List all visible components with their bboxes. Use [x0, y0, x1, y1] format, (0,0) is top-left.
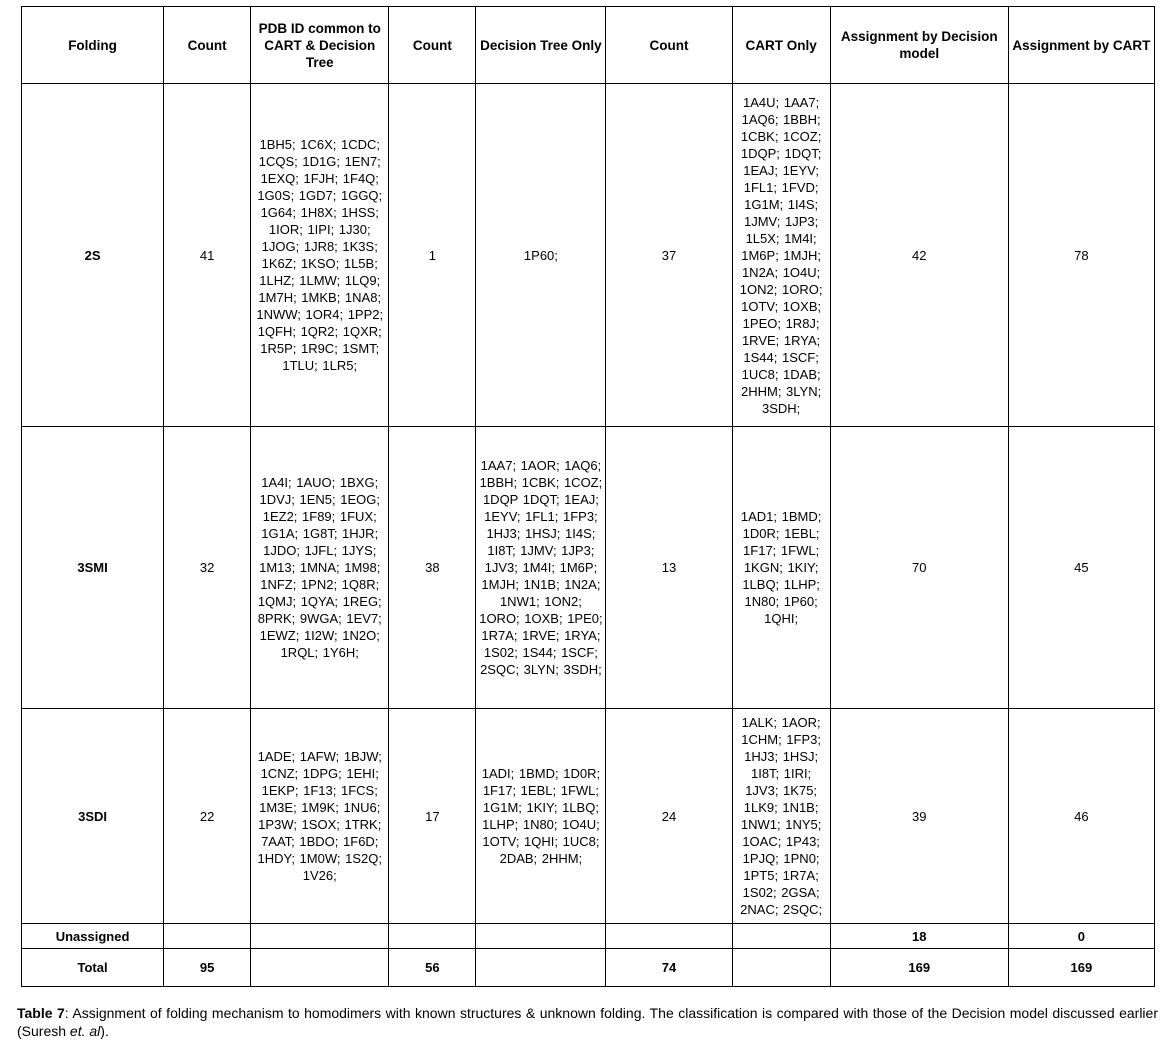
- empty-cell: [164, 924, 251, 949]
- cart-ids-cell: 1A4U; 1AA7; 1AQ6; 1BBH; 1CBK; 1COZ; 1DQP; 1DQT; 1EAJ; 1EYV; 1FL1; 1FVD; 1G1M; 1I4S; 1JMV; 1JP3; 1L5X; 1M4I; 1M6P; 1MJH; 1N2A; 1O4U; 1ON2; 1ORO; 1OTV; 1OXB; 1PEO; 1R8J; 1RVE; 1RYA; 1S44; 1SCF; 1UC8; 1DAB; 2HHM; 3LYN; 3SDH;: [732, 84, 830, 427]
- table-caption: [17, 1004, 1158, 1040]
- empty-cell: [732, 924, 830, 949]
- empty-cell: [251, 924, 389, 949]
- assign-cart-cell: 78: [1008, 84, 1154, 427]
- cart-ids-cell: 1AD1; 1BMD; 1D0R; 1EBL; 1F17; 1FWL; 1KGN; 1KIY; 1LBQ; 1LHP; 1N80; 1P60; 1QHI;: [732, 427, 830, 709]
- header-count-cart: Count: [606, 7, 732, 84]
- empty-cell: [389, 924, 476, 949]
- assignment-table: [21, 6, 1155, 987]
- total-label: Total: [22, 949, 164, 987]
- cart-ids-cell: 1ALK; 1AOR; 1CHM; 1FP3; 1HJ3; 1HSJ; 1I8T; 1IRI; 1JV3; 1K75; 1LK9; 1N1B; 1NW1; 1NY5; 1OAC; 1P43; 1PJQ; 1PN0; 1PT5; 1R7A; 1S02; 2GSA; 2NAC; 2SQC;: [732, 709, 830, 924]
- header-dt-only: Decision Tree Only: [476, 7, 606, 84]
- folding-cell: 2S: [22, 84, 164, 427]
- count-common-cell: 41: [164, 84, 251, 427]
- caption-end: ).: [100, 1023, 109, 1039]
- dt-ids-cell: 1P60;: [476, 84, 606, 427]
- empty-cell: [251, 949, 389, 987]
- common-ids-cell: 1A4I; 1AUO; 1BXG; 1DVJ; 1EN5; 1EOG; 1EZ2; 1F89; 1FUX; 1G1A; 1G8T; 1HJR; 1JDO; 1JFL; 1JYS; 1M13; 1MNA; 1M98; 1NFZ; 1PN2; 1Q8R; 1QMJ; 1QYA; 1REG; 8PRK; 9WGA; 1EV7; 1EWZ; 1I2W; 1N2O; 1RQL; 1Y6H;: [251, 427, 389, 709]
- header-assign-cart: Assignment by CART: [1008, 7, 1154, 84]
- header-folding: Folding: [22, 7, 164, 84]
- header-count-dt: Count: [389, 7, 476, 84]
- count-dt-cell: 38: [389, 427, 476, 709]
- caption-label: Table 7: [17, 1005, 65, 1021]
- empty-cell: [476, 949, 606, 987]
- dt-ids-cell: 1ADI; 1BMD; 1D0R; 1F17; 1EBL; 1FWL; 1G1M; 1KIY; 1LBQ; 1LHP; 1N80; 1O4U; 1OTV; 1QHI; 1UC8; 2DAB; 2HHM;: [476, 709, 606, 924]
- count-cart-cell: 13: [606, 427, 732, 709]
- dt-ids-cell: 1AA7; 1AOR; 1AQ6; 1BBH; 1CBK; 1COZ; 1DQP 1DQT; 1EAJ; 1EYV; 1FL1; 1FP3; 1HJ3; 1HSJ; 1I4S; 1I8T; 1JMV; 1JP3; 1JV3; 1M4I; 1M6P; 1MJH; 1N1B; 1N2A; 1NW1; 1ON2; 1ORO; 1OXB; 1PE0; 1R7A; 1RVE; 1RYA; 1S02; 1S44; 1SCF; 2SQC; 3LYN; 3SDH;: [476, 427, 606, 709]
- folding-cell: 3SMI: [22, 427, 164, 709]
- count-common-cell: 22: [164, 709, 251, 924]
- caption-text: : Assignment of folding mechanism to homodimers with known structures & unknown folding. The classification is compared with those of the Decision model discussed earlier (Suresh: [17, 1005, 1158, 1039]
- header-assign-decision: Assignment by Decision model: [830, 7, 1008, 84]
- table-row: [22, 84, 1155, 427]
- count-cart-cell: 37: [606, 84, 732, 427]
- total-row: [22, 949, 1155, 987]
- common-ids-cell: 1BH5; 1C6X; 1CDC; 1CQS; 1D1G; 1EN7; 1EXQ; 1FJH; 1F4Q; 1G0S; 1GD7; 1GGQ; 1G64; 1H8X; 1HSS; 1IOR; 1IPI; 1J30; 1JOG; 1JR8; 1K3S; 1K6Z; 1KSO; 1L5B; 1LHZ; 1LMW; 1LQ9; 1M7H; 1MKB; 1NA8; 1NWW; 1OR4; 1PP2; 1QFH; 1QR2; 1QXR; 1R5P; 1R9C; 1SMT; 1TLU; 1LR5;: [251, 84, 389, 427]
- table-row: [22, 709, 1155, 924]
- unassigned-label: Unassigned: [22, 924, 164, 949]
- empty-cell: [606, 924, 732, 949]
- header-row: [22, 7, 1155, 84]
- header-common-ids: PDB ID common to CART & Decision Tree: [251, 7, 389, 84]
- common-ids-cell: 1ADE; 1AFW; 1BJW; 1CNZ; 1DPG; 1EHI; 1EKP; 1F13; 1FCS; 1M3E; 1M9K; 1NU6; 1P3W; 1SOX; 1TRK; 7AAT; 1BDO; 1F6D; 1HDY; 1M0W; 1S2Q; 1V26;: [251, 709, 389, 924]
- count-cart-cell: 24: [606, 709, 732, 924]
- empty-cell: [732, 949, 830, 987]
- count-common-cell: 32: [164, 427, 251, 709]
- caption-etal: et. al: [69, 1023, 101, 1039]
- header-cart-only: CART Only: [732, 7, 830, 84]
- total-count-cart: 74: [606, 949, 732, 987]
- total-assign-decision: 169: [830, 949, 1008, 987]
- total-assign-cart: 169: [1008, 949, 1154, 987]
- unassigned-decision: 18: [830, 924, 1008, 949]
- assign-decision-cell: 42: [830, 84, 1008, 427]
- table-row: [22, 427, 1155, 709]
- count-dt-cell: 1: [389, 84, 476, 427]
- unassigned-row: [22, 924, 1155, 949]
- empty-cell: [476, 924, 606, 949]
- folding-cell: 3SDI: [22, 709, 164, 924]
- total-count-common: 95: [164, 949, 251, 987]
- header-count-common: Count: [164, 7, 251, 84]
- assign-decision-cell: 70: [830, 427, 1008, 709]
- assign-cart-cell: 46: [1008, 709, 1154, 924]
- assign-decision-cell: 39: [830, 709, 1008, 924]
- total-count-dt: 56: [389, 949, 476, 987]
- unassigned-cart: 0: [1008, 924, 1154, 949]
- count-dt-cell: 17: [389, 709, 476, 924]
- assign-cart-cell: 45: [1008, 427, 1154, 709]
